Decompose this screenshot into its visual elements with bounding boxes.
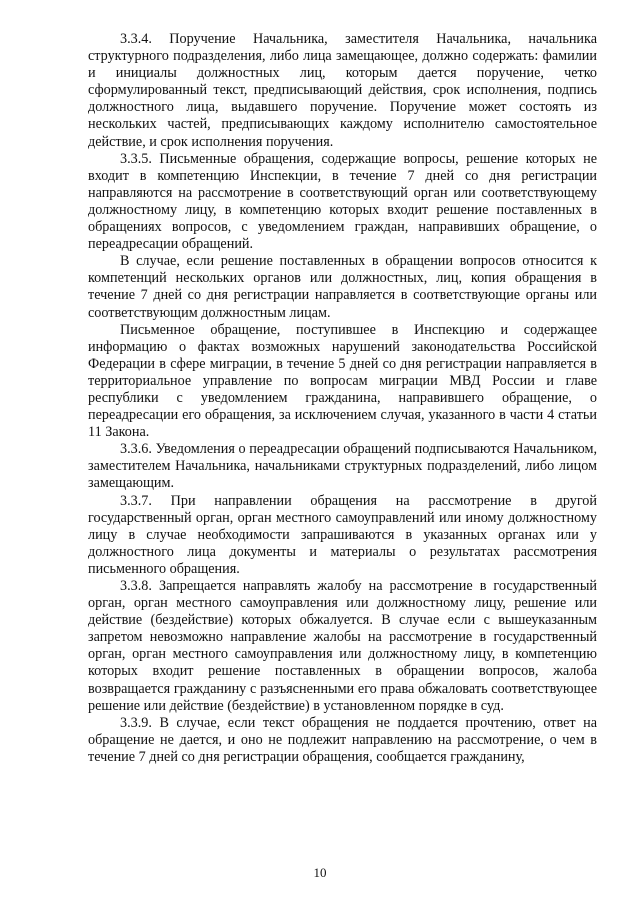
page-number: 10 xyxy=(313,865,327,880)
paragraph-3-3-6: 3.3.6. Уведомления о переадресации обращений подписываются Начальником, заместителем Начальника, начальниками структурных подразделений, либо лицом замещающим. xyxy=(88,441,597,492)
paragraph-3-3-9: 3.3.9. В случае, если текст обращения не поддается прочтению, ответ на обращение не дается, и оно не подлежит направлению на рассмотрение, о чем в течение 7 дней со дня регистрации обращения, сообщается гражданину, xyxy=(88,714,597,765)
paragraph-migration-violations: Письменное обращение, поступившее в Инспекцию и содержащее информацию о фактах возможных нарушений законодательства Российской Федерации в сфере миграции, в течение 5 дней со дня регистрации направляется в территориальное управление по вопросам миграции МВД России и главе республики с уведомлением гражданина, направившего обращение, о переадресации его обращения, за исключением случая, указанного в части 4 статьи 11 Закона. xyxy=(88,321,597,441)
paragraph-3-3-5: 3.3.5. Письменные обращения, содержащие вопросы, решение которых не входит в компетенцию Инспекции, в течение 7 дней со дня регистрации направляются на рассмотрение в соответствующий орган или соответствующему должностному лицу, в компетенцию которых входит решение поставленных в обращениях вопросов, с уведомлением граждан, направивших обращение, о переадресации обращений. xyxy=(88,150,597,253)
paragraph-3-3-4: 3.3.4. Поручение Начальника, заместителя Начальника, начальника структурного подразделения, либо лица замещающее, должно содержать: фамилии и инициалы должностных лиц, которым дается поручение, четко сформулированный текст, предписывающий действия, срок исполнения, подпись должностного лица, выдавшего поручение. Поручение может состоять из нескольких частей, предписывающих каждому исполнителю самостоятельное действие, и срок исполнения поручения. xyxy=(88,31,597,150)
document-body xyxy=(88,31,597,766)
paragraph-3-3-8: 3.3.8. Запрещается направлять жалобу на рассмотрение в государственный орган, орган местного самоуправления или должностному лицу, решение или действие (бездействие) которых обжалуется. В случае если с вышеуказанным запретом невозможно направление жалобы на рассмотрение в государственный орган, орган местного самоуправления или должностному лицу, в компетенцию которых входит решение поставленных в обращении вопросов, жалоба возвращается гражданину с разъясненными его права обжаловать соответствующее решение или действие (бездействие) в установленном порядке в суд. xyxy=(88,578,597,714)
paragraph-3-3-7: 3.3.7. При направлении обращения на рассмотрение в другой государственный орган, орган местного самоуправлений или иному должностному лицу в случае необходимости запрашиваются в указанных органах или у должностного лица документы и материалы о результатах рассмотрения письменного обращения. xyxy=(88,492,597,577)
paragraph-multiple-competence: В случае, если решение поставленных в обращении вопросов относится к компетенций нескольких органов или должностных, лиц, копия обращения в течение 7 дней со дня регистрации направляется в соответствующие органы или соответствующим должностным лицам. xyxy=(88,253,597,321)
